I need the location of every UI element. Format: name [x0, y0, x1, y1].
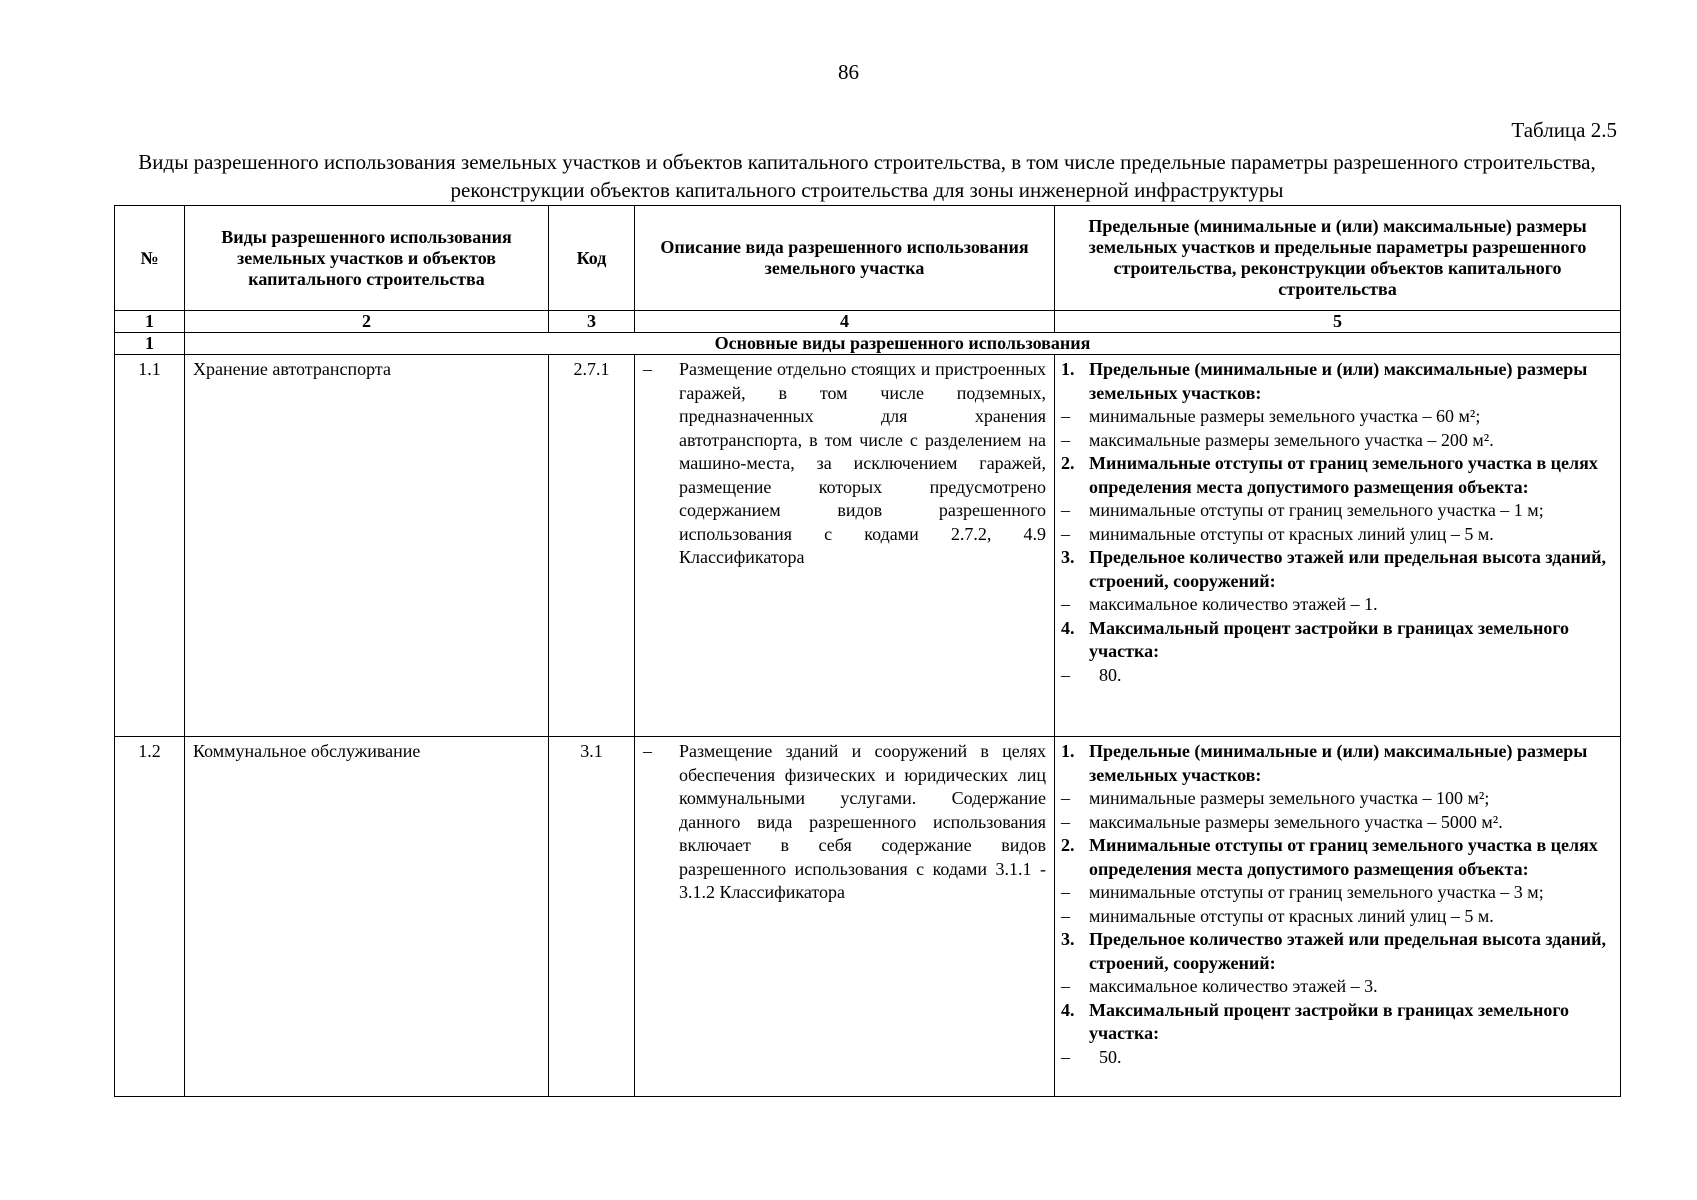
param-text: минимальные размеры земельного участка – 60 м²; [1089, 406, 1481, 426]
zoning-table [114, 205, 1621, 1097]
table-row [115, 355, 1621, 737]
param-text: 80. [1099, 664, 1122, 685]
param-marker: – [1061, 882, 1070, 902]
section-row [115, 333, 1621, 355]
param-marker: – [1061, 500, 1070, 520]
param-marker: 1. [1061, 359, 1075, 379]
section-title: Основные виды разрешенного использования [185, 333, 1621, 355]
param-marker: 4. [1061, 999, 1075, 1020]
dash-marker: – [643, 741, 652, 761]
param-text: минимальные отступы от красных линий улиц – 5 м. [1089, 523, 1494, 544]
param-heading [1061, 834, 1612, 881]
header-code: Код [549, 206, 635, 311]
param-marker: 2. [1061, 835, 1075, 855]
param-text: максимальные размеры земельного участка – 5000 м². [1089, 811, 1503, 832]
row-parameters [1055, 355, 1621, 737]
param-item [1061, 429, 1612, 453]
table-title: Виды разрешенного использования земельных участков и объектов капитального строительства, в том числе предельные параметры разрешенного строительства, реконструкции объектов капитального строительства для зоны инженерной инфраструктуры [138, 150, 1596, 202]
page-number: 86 [838, 60, 859, 84]
header-row [115, 206, 1621, 311]
param-marker: – [1061, 523, 1070, 544]
param-heading [1061, 740, 1612, 787]
row-description [635, 355, 1055, 737]
header-num: № [115, 206, 185, 311]
param-text: минимальные размеры земельного участка – 100 м²; [1089, 788, 1490, 808]
header-desc: Описание вида разрешенного использования земельного участка [635, 206, 1055, 311]
param-marker: – [1061, 976, 1070, 996]
column-number: 4 [635, 311, 1055, 333]
row-name: Коммунальное обслуживание [185, 737, 549, 1097]
param-heading [1061, 452, 1612, 499]
header-name: Виды разрешенного использования земельных участков и объектов капитального строительства [185, 206, 549, 311]
param-text: Минимальные отступы от границ земельного участка в целях определения места допустимого размещения объекта: [1089, 835, 1598, 879]
description-text: Размещение отдельно стоящих и пристроенных гаражей, в том числе подземных, предназначенных для хранения автотранспорта, в том числе с разделением на машино-места, за исключением гаражей, размещение которых предусмотрено содержанием видов разрешенного использования с кодами 2.7.2, 4.9 Классификатора [679, 359, 1046, 567]
row-num: 1.2 [115, 737, 185, 1097]
table-label: Таблица 2.5 [1511, 118, 1617, 142]
row-name: Хранение автотранспорта [185, 355, 549, 737]
param-marker: – [1061, 1046, 1070, 1067]
column-number: 3 [549, 311, 635, 333]
param-marker: – [1061, 406, 1070, 426]
param-marker: – [1061, 594, 1070, 614]
param-item [1061, 405, 1612, 429]
param-heading [1061, 546, 1612, 593]
param-text: Предельное количество этажей или предельная высота зданий, строений, сооружений: [1089, 547, 1607, 591]
param-text: максимальное количество этажей – 1. [1089, 594, 1378, 614]
param-marker: 4. [1061, 617, 1075, 638]
param-item [1061, 593, 1612, 617]
param-heading [1061, 358, 1612, 405]
param-text: Максимальный процент застройки в границах земельного участка: [1089, 617, 1570, 661]
row-description [635, 737, 1055, 1097]
param-text: 50. [1099, 1046, 1122, 1067]
row-parameters [1055, 737, 1621, 1097]
dash-marker: – [643, 359, 652, 379]
description-text: Размещение зданий и сооружений в целях обеспечения физических и юридических лиц коммунальными услугами. Содержание данного вида разрешенного использования включает в себя содержание видов разрешенного использования с кодами 3.1.1 - 3.1.2 Классификатора [679, 741, 1046, 902]
param-heading [1061, 928, 1612, 975]
column-number: 2 [185, 311, 549, 333]
param-text: максимальное количество этажей – 3. [1089, 976, 1378, 996]
param-marker: – [1061, 811, 1070, 832]
param-text: Предельные (минимальные и (или) максимальные) размеры земельных участков: [1089, 359, 1588, 403]
table-row [115, 737, 1621, 1097]
column-number: 1 [115, 311, 185, 333]
param-text: максимальные размеры земельного участка – 200 м². [1089, 429, 1494, 450]
param-item [1061, 905, 1612, 929]
param-heading [1061, 617, 1612, 664]
param-marker: 2. [1061, 453, 1075, 473]
param-item [1061, 664, 1612, 688]
param-text: минимальные отступы от красных линий улиц – 5 м. [1089, 905, 1494, 926]
param-marker: 3. [1061, 929, 1075, 949]
param-text: минимальные отступы от границ земельного участка – 1 м; [1089, 500, 1544, 520]
row-num: 1.1 [115, 355, 185, 737]
param-item [1061, 499, 1612, 523]
column-number: 5 [1055, 311, 1621, 333]
param-marker: – [1061, 429, 1070, 450]
section-num: 1 [115, 333, 185, 355]
param-item [1061, 881, 1612, 905]
param-text: Максимальный процент застройки в границах земельного участка: [1089, 999, 1570, 1043]
column-numbers-row [115, 311, 1621, 333]
header-params: Предельные (минимальные и (или) максимальные) размеры земельных участков и предельные параметры разрешенного строительства, реконструкции объектов капитального строительства [1055, 206, 1621, 311]
param-text: минимальные отступы от границ земельного участка – 3 м; [1089, 882, 1544, 902]
param-marker: 1. [1061, 741, 1075, 761]
param-text: Предельные (минимальные и (или) максимальные) размеры земельных участков: [1089, 741, 1588, 785]
param-marker: 3. [1061, 547, 1075, 567]
param-item [1061, 811, 1612, 835]
param-heading [1061, 999, 1612, 1046]
param-item [1061, 1046, 1612, 1070]
param-marker: – [1061, 788, 1070, 808]
param-item [1061, 975, 1612, 999]
param-text: Предельное количество этажей или предельная высота зданий, строений, сооружений: [1089, 929, 1607, 973]
param-item [1061, 523, 1612, 547]
param-marker: – [1061, 664, 1070, 685]
param-item [1061, 787, 1612, 811]
row-code: 3.1 [549, 737, 635, 1097]
param-text: Минимальные отступы от границ земельного участка в целях определения места допустимого размещения объекта: [1089, 453, 1598, 497]
row-code: 2.7.1 [549, 355, 635, 737]
param-marker: – [1061, 905, 1070, 926]
